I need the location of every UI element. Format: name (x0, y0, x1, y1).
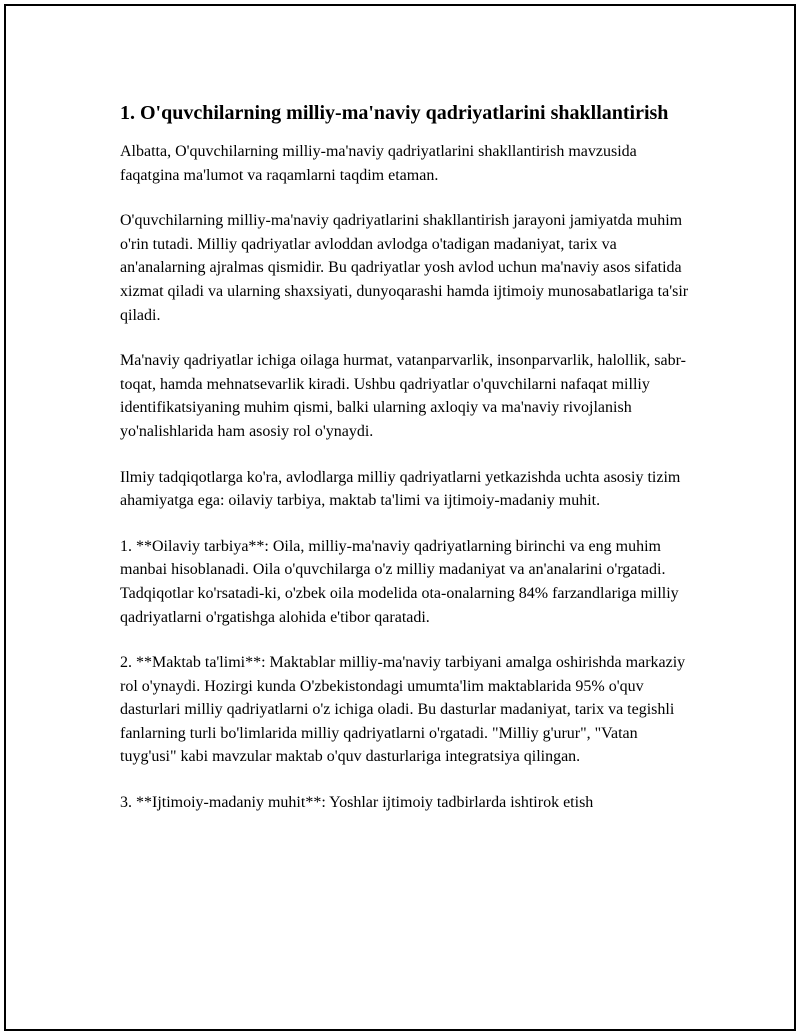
paragraph-values: Ma'naviy qadriyatlar ichiga oilaga hurmat, vatanparvarlik, insonparvarlik, halollik, sabr-toqat, hamda mehnatsevarlik kiradi. Ushbu qadriyatlar o'quvchilarni nafaqat milliy identifikatsiyaning muhim qismi, balki ularning axloqiy va ma'naviy rivojlanish yo'nalishlarida ham asosiy rol o'ynaydi. (120, 352, 686, 440)
paragraph-family-upbringing: 1. **Oilaviy tarbiya**: Oila, milliy-ma'naviy qadriyatlarning birinchi va eng muhim manbai hisoblanadi. Oila o'quvchilarga o'z milliy madaniyat va an'analarini o'rgatadi. Tadqiqotlar ko'rsatadi-ki, o'zbek oila modelida ota-onalarning 84% farzandlariga milliy qadriyatlarni o'rgatishga alohida e'tibor qaratadi. (120, 537, 679, 626)
page-frame (4, 4, 796, 1031)
paragraph-overview: O'quvchilarning milliy-ma'naviy qadriyatlarini shakllantirish jarayoni jamiyatda muhim o'rin tutadi. Milliy qadriyatlar avloddan avlodga o'tadigan madaniyat, tarix va an'analarning ajralmas qismidir. Bu qadriyatlar yosh avlod uchun ma'naviy asos sifatida xizmat qiladi va ularning shaxsiyati, dunyoqarashi hamda ijtimoiy munosabatlariga ta'sir qiladi. (120, 212, 689, 324)
paragraph-social-cultural: 3. **Ijtimoiy-madaniy muhit**: Yoshlar ijtimoiy tadbirlarda ishtirok etish (120, 794, 594, 812)
paragraph-school-education: 2. **Maktab ta'limi**: Maktablar milliy-ma'naviy tarbiyani amalga oshirishda markaziy rol o'ynaydi. Hozirgi kunda O'zbekistondagi umumta'lim maktablarida 95% o'quv dasturlari milliy qadriyatlarni o'z ichiga oladi. Bu dasturlar madaniyat, tarix va tegishli fanlarning turli bo'limlarida milliy qadriyatlarni o'rgatadi. "Milliy g'urur", "Vatan tuyg'usi" kabi mavzular maktab o'quv dasturlariga integratsiya qilingan. (120, 654, 686, 766)
paragraph-intro: Albatta, O'quvchilarning milliy-ma'naviy qadriyatlarini shakllantirish mavzusida faqatgina ma'lumot va raqamlarni taqdim etaman. (120, 143, 637, 184)
paragraph-systems: Ilmiy tadqiqotlarga ko'ra, avlodlarga milliy qadriyatlarni yetkazishda uchta asosiy tizim ahamiyatga ega: oilaviy tarbiya, maktab ta'limi va ijtimoiy-madaniy muhit. (120, 468, 681, 510)
document-body (120, 100, 695, 837)
document-title: 1. O'quvchilarning milliy-ma'naviy qadriyatlarini shakllantirish (120, 102, 669, 124)
